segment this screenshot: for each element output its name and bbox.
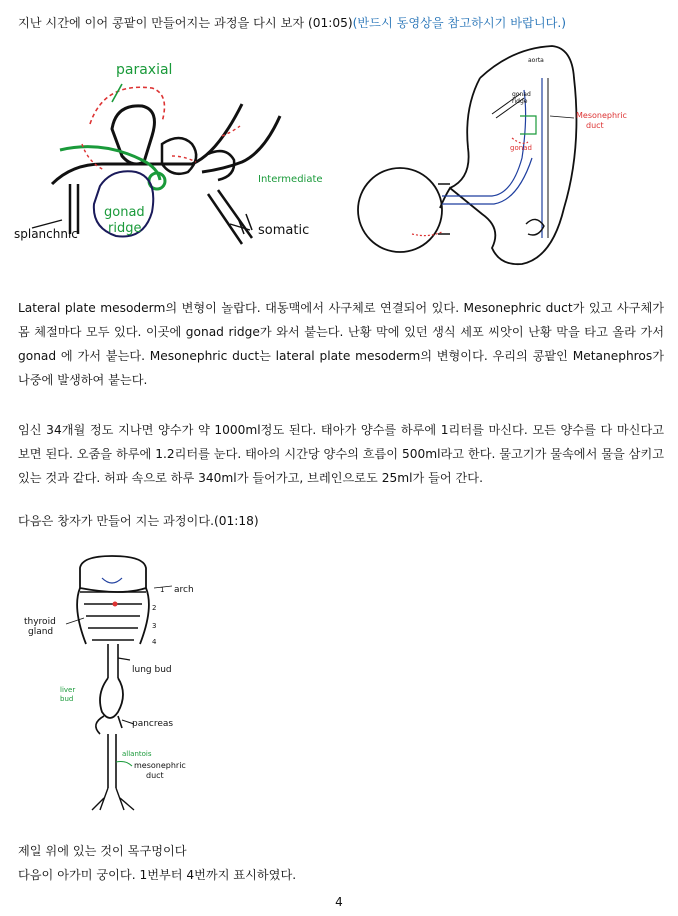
page-number: 4 (335, 895, 343, 909)
intro-note: (반드시 동영상을 참고하시기 바랍니다.) (352, 16, 567, 30)
label-gonad: gonad (510, 144, 532, 152)
label-arch-4: 4 (152, 638, 157, 646)
label-arch-3: 3 (152, 622, 157, 630)
label-lung-bud: lung bud (132, 665, 172, 675)
label-liver-2: bud (60, 695, 74, 703)
gut-development-figure (22, 548, 216, 834)
paragraph-amniotic-fluid: 임신 34개월 정도 지나면 양수가 약 1000ml정도 된다. 태아가 양수를 하루에 1리터를 마신다. 모든 양수를 다 마신다고 보면 된다. 오줌을 하루에 1.2리터를 눈다. 태아의 시간당 양수의 흐름이 500ml라고 한다. 물고기가 물속에서 물을 삼키고 있는 것과 같다. 허파 속으로 하루 340ml가 들어가고, 브레인으로도 25ml가 들어 간다. (18, 423, 664, 485)
label-gonad-ridge-2: ridge (108, 221, 142, 236)
embryo-mesonephros-figure (352, 38, 644, 276)
label-gonad-ridge-2: ridge (512, 98, 528, 105)
label-arch-1: 1 (160, 586, 165, 594)
label-arch: arch (174, 585, 194, 595)
label-mesonephric-2: duct (146, 771, 164, 780)
paragraph-mesoderm: Lateral plate mesoderm의 변형이 놀랍다. 대동맥에서 사구체로 연결되어 있다. Mesonephric duct가 있고 사구체가 몸 체절마다 모두 있다. 이곳에 gonad ridge가 와서 붙는다. 난황 막에 있던 생식 세포 씨앗이 난황 막을 타고 올라 가서 gonad 에 가서 붙는다. Mesonephric duct는 lateral plate mesoderm의 변형이다. 우리의 콩팥인 Metanephros가 나중에 발생하여 붙는다. (18, 301, 664, 387)
label-arch-2: 2 (152, 604, 157, 612)
label-mesonephric-1: Mesonephric (576, 111, 627, 120)
label-mesonephric-2: duct (586, 121, 604, 130)
label-thyroid-1: thyroid (24, 617, 56, 627)
label-aorta: aorta (528, 57, 544, 64)
label-splanchnic: splanchnic (14, 227, 78, 241)
gill-arch-line: 다음이 아가미 궁이다. 1번부터 4번까지 표시하였다. (18, 868, 297, 882)
label-gonad-ridge-1: gonad (104, 205, 145, 220)
intestine-intro-line: 다음은 창자가 만들어 지는 과정이다.(01:18) (18, 514, 259, 528)
label-allantois: allantois (122, 750, 152, 758)
throat-line: 제일 위에 있는 것이 목구멍이다 (18, 844, 187, 858)
label-mesonephric-1: mesonephric (134, 761, 186, 770)
label-gonad-ridge-1: gonad (512, 91, 531, 98)
label-pancreas: pancreas (132, 719, 174, 729)
intro-line (18, 14, 566, 31)
label-somatic: somatic (258, 223, 310, 238)
mesoderm-cross-section-figure (12, 44, 326, 276)
label-paraxial: paraxial (116, 62, 173, 78)
label-thyroid-2: gland (28, 627, 54, 637)
label-intermediate: Intermediate (258, 174, 323, 185)
label-liver-1: liver (60, 686, 76, 694)
intro-text: 지난 시간에 이어 콩팥이 만들어지는 과정을 다시 보자 (01:05) (18, 16, 353, 30)
